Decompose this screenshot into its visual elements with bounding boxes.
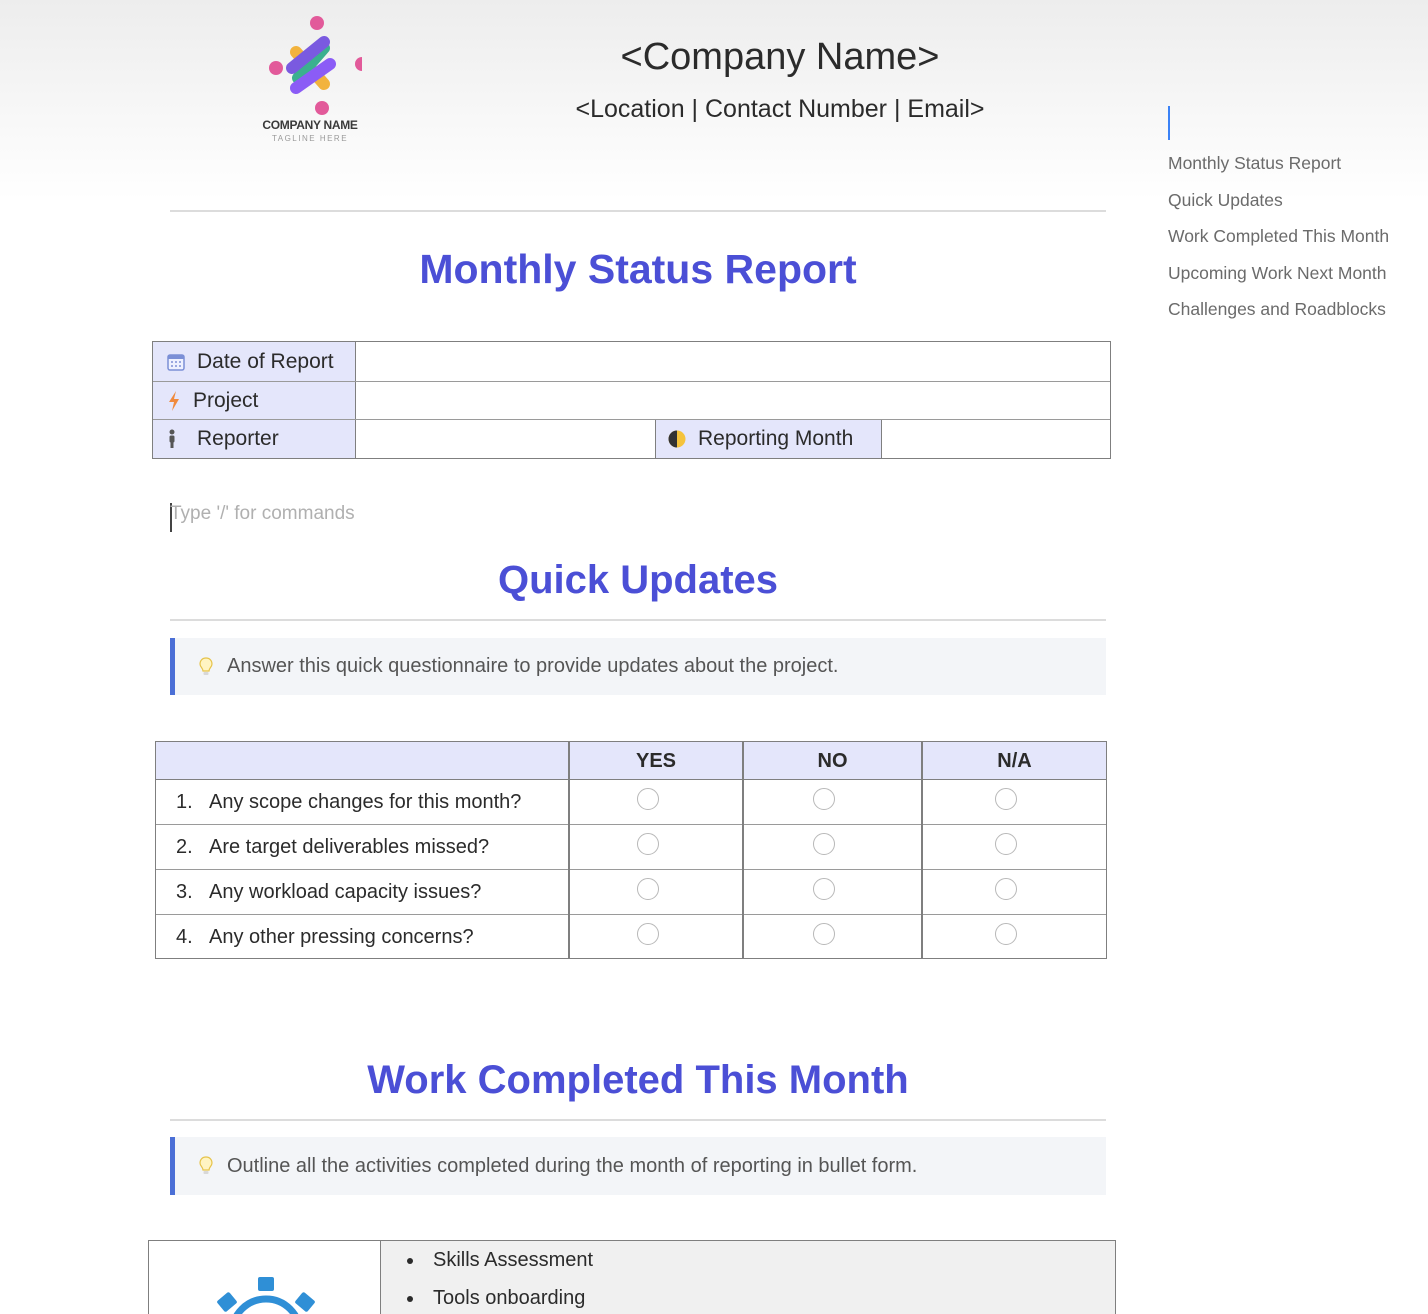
radio-na[interactable]: [995, 788, 1017, 810]
logo-tagline: TAGLINE HERE: [271, 134, 349, 143]
list-item-text: Skills Assessment: [433, 1249, 594, 1271]
radio-na[interactable]: [995, 923, 1017, 945]
reporting-month-label: [656, 420, 882, 458]
column-header-yes: YES: [635, 749, 677, 772]
work-completed-heading[interactable]: Work Completed This Month: [367, 1058, 909, 1102]
radio-yes[interactable]: [637, 923, 659, 945]
company-contact-line[interactable]: <Location | Contact Number | Email>: [575, 95, 985, 123]
radio-yes[interactable]: [637, 833, 659, 855]
question-label: Any scope changes for this month?: [209, 790, 522, 813]
quick-updates-heading[interactable]: Quick Updates: [497, 558, 779, 602]
question-label: Any other pressing concerns?: [209, 926, 474, 948]
divider: [170, 619, 1106, 621]
lightbulb-icon: [199, 1156, 213, 1176]
info-row-reporter: [153, 420, 1110, 458]
radio-no[interactable]: [813, 878, 835, 900]
command-input-placeholder[interactable]: Type '/' for commands: [170, 503, 355, 524]
outline-item-upcoming-work[interactable]: Upcoming Work Next Month: [1168, 262, 1387, 283]
question-number: 2.: [176, 835, 193, 858]
date-of-report-label: [153, 342, 356, 381]
logo-mark-icon: [258, 12, 362, 116]
list-item-text: Tools onboarding: [433, 1287, 586, 1309]
gear-icon: [201, 1273, 331, 1314]
table-row: [156, 915, 1106, 960]
radio-yes[interactable]: [637, 788, 659, 810]
quick-updates-callout: [170, 638, 1106, 695]
table-row: [156, 780, 1106, 825]
column-header-na: N/A: [997, 749, 1032, 772]
person-icon: [167, 429, 177, 449]
column-divider: [568, 742, 570, 958]
reporter-value[interactable]: [356, 420, 656, 458]
radio-na[interactable]: [995, 833, 1017, 855]
reporting-month-text: Reporting Month: [698, 427, 854, 450]
work-completed-callout-text: Outline all the activities completed during the month of reporting in bullet form.: [227, 1154, 918, 1177]
list-item[interactable]: [407, 1249, 593, 1272]
radio-yes[interactable]: [637, 878, 659, 900]
document-outline: [1168, 106, 1428, 331]
bullet-icon: [407, 1258, 413, 1264]
question-number: 1.: [176, 790, 193, 813]
radio-na[interactable]: [995, 878, 1017, 900]
outline-item-monthly-status-report[interactable]: Monthly Status Report: [1168, 153, 1342, 173]
company-name[interactable]: <Company Name>: [620, 36, 940, 78]
quick-updates-callout-text: Answer this quick questionnaire to provide updates about the project.: [227, 655, 839, 677]
divider: [170, 1119, 1106, 1121]
list-item[interactable]: [407, 1287, 585, 1310]
work-completed-callout: [170, 1137, 1106, 1195]
reporter-text: Reporter: [197, 427, 279, 450]
bullet-icon: [407, 1296, 413, 1302]
questionnaire-header-row: [156, 742, 1106, 780]
project-value[interactable]: [356, 382, 1110, 419]
work-completed-list-cell: [381, 1241, 1115, 1314]
project-text: Project: [193, 388, 259, 412]
calendar-icon: [165, 352, 187, 372]
outline-item-work-completed[interactable]: Work Completed This Month: [1168, 226, 1390, 246]
outline-active-marker: [1168, 106, 1170, 140]
date-of-report-text: Date of Report: [197, 349, 334, 373]
info-row-project: [153, 382, 1110, 420]
column-divider: [921, 742, 923, 958]
info-row-date: [153, 342, 1110, 382]
reporter-label: [153, 420, 356, 458]
work-completed-table: [148, 1240, 1116, 1314]
reporting-month-value[interactable]: [882, 420, 1110, 458]
radio-no[interactable]: [813, 923, 835, 945]
radio-no[interactable]: [813, 833, 835, 855]
table-row: [156, 825, 1106, 870]
work-completed-icon-cell: [149, 1241, 381, 1314]
logo-company-name: COMPANY NAME: [262, 118, 358, 132]
question-number: 3.: [176, 880, 193, 903]
column-divider: [742, 742, 744, 958]
company-logo: [248, 12, 372, 152]
lightning-icon: [163, 390, 185, 412]
outline-item-quick-updates[interactable]: Quick Updates: [1168, 189, 1283, 210]
question-text: [176, 870, 481, 914]
radio-no[interactable]: [813, 788, 835, 810]
question-text: [176, 915, 474, 960]
outline-item-challenges[interactable]: Challenges and Roadblocks: [1168, 299, 1386, 319]
question-text: [176, 780, 521, 824]
questionnaire-table: [155, 741, 1107, 959]
question-label: Are target deliverables missed?: [209, 835, 490, 858]
question-label: Any workload capacity issues?: [209, 880, 482, 903]
project-label: [153, 382, 356, 419]
report-info-table: [152, 341, 1111, 459]
half-moon-icon: [666, 429, 688, 449]
date-of-report-value[interactable]: [356, 342, 1110, 381]
table-row: [156, 870, 1106, 915]
question-text: [176, 825, 489, 869]
lightbulb-icon: [199, 657, 213, 677]
column-header-no: NO: [817, 749, 848, 772]
page-title[interactable]: Monthly Status Report: [419, 246, 857, 292]
question-number: 4.: [176, 926, 193, 948]
divider: [170, 210, 1106, 212]
